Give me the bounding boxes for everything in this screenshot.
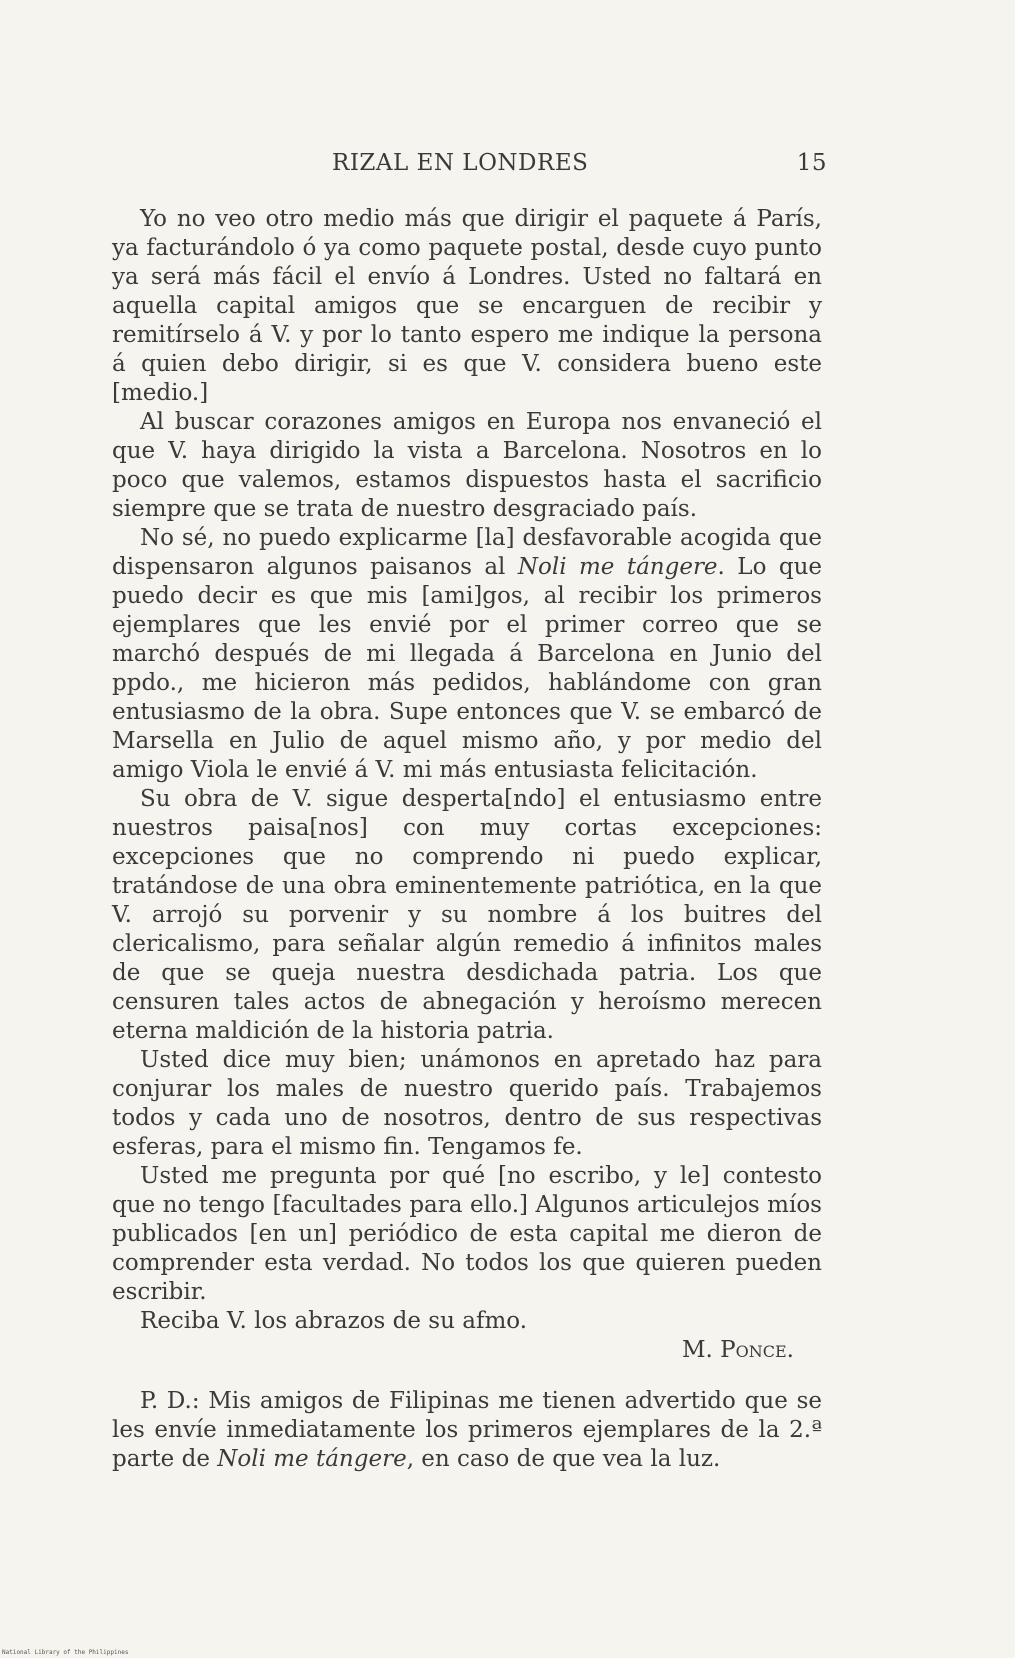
postscript [112,1387,822,1474]
paragraph: Su obra de V. sigue desperta[ndo] el entusiasmo entre nuestros paisa[nos] con muy cortas excepciones: excepciones que no comprendo ni puedo explicar, tratándose de una obra eminentemente patriótica, en la que V. arrojó su porvenir y su nombre á los buitres del clericalismo, para señalar algún remedio á infinitos males de que se queja nuestra desdichada patria. Los que censuren tales actos de abnegación y heroísmo merecen eterna maldición de la historia patria. [112,786,822,1044]
paragraph: Reciba V. los abrazos de su afmo. [140,1308,528,1334]
signature-initial: M. [681,1337,713,1363]
library-watermark: National Library of the Philippines [2,1649,129,1656]
paragraph: Al buscar corazones amigos en Europa nos envaneció el que V. haya dirigido la vista a Barcelona. Nosotros en lo poco que valemos, estamos dispuestos hasta el sacrificio siempre que se trata de nuestro desgraciado país. [112,409,822,522]
running-title: RIZAL EN LONDRES [332,150,589,176]
running-header [112,150,827,182]
postscript-text: P. D.: Mis amigos de Filipinas me tienen advertido que se les envíe inmediatamente los primeros ejemplares de la 2.ª parte de [112,1388,822,1472]
paragraph: Usted me pregunta por qué [no escribo, y le] contesto que no tengo [facultades para ello.] Algunos articulejos míos publicados [en un] periódico de esta capital me dieron de comprender esta verdad. No todos los que quieren pueden escribir. [112,1163,822,1305]
book-title: Noli me tángere [517,554,718,580]
postscript-text: , en caso de que vea la luz. [406,1446,721,1472]
book-title: Noli me tángere [217,1446,407,1472]
letter-body [112,205,822,1474]
paragraph: Usted dice muy bien; unámonos en apretado haz para conjurar los males de nuestro querido país. Trabajemos todos y cada uno de nosotros, dentro de sus respectivas esferas, para el mismo fin. Tengamos fe. [112,1047,822,1160]
paragraph-text: . Lo que puedo decir es que mis [ami]gos, al recibir los primeros ejemplares que les envié por el primer correo que se marchó después de mi llegada á Barcelona en Junio del ppdo., me hicieron más pedidos, hablándome con gran entusiasmo de la obra. Supe entonces que V. se embarcó de Marsella en Julio de aquel mismo año, y por medio del amigo Viola le envié á V. mi más entusiasta felicitación. [112,554,822,783]
paragraph-noli [112,524,822,785]
signature-name: Ponce. [720,1337,794,1363]
page-number: 15 [796,150,827,176]
paragraph: Yo no veo otro medio más que dirigir el paquete á París, ya facturándolo ó ya como paquete postal, desde cuyo punto ya será más fácil el envío á Londres. Usted no faltará en aquella capital amigos que se encarguen de recibir y remitírselo á V. y por lo tanto espero me indique la persona á quien debo dirigir, si es que V. considera bueno este [medio.] [112,206,822,406]
paragraph-text: No sé, no puedo explicarme [la] desfavorable acogida que dispensaron algunos paisanos al [112,525,822,580]
signature [112,1336,822,1365]
